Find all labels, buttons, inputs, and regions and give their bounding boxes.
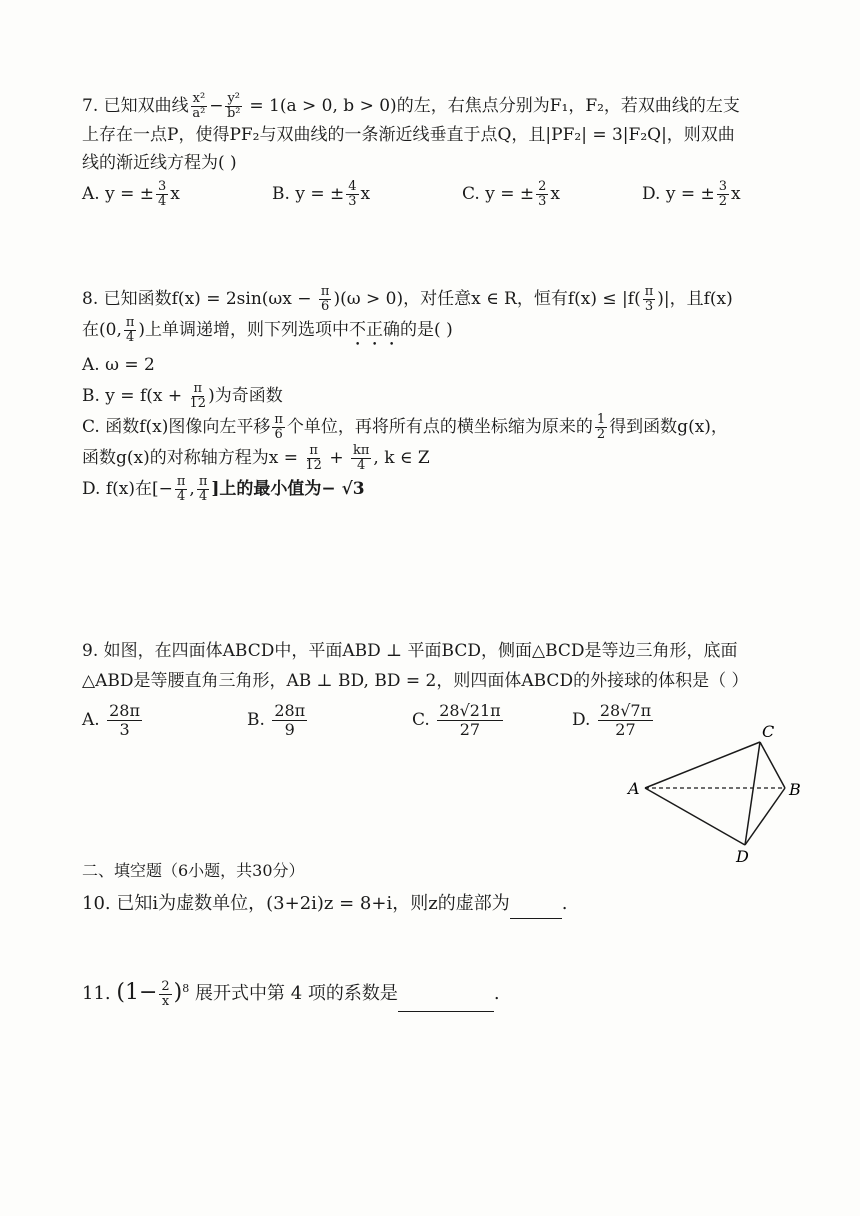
option-b[interactable]: B. y = ± $\frac{4}{3}$ x xyxy=(272,179,371,209)
question-number: 7. xyxy=(82,96,99,116)
vertex-label-c: C xyxy=(762,722,775,741)
vertex-label-d: D xyxy=(736,847,749,866)
question-number: 8. xyxy=(82,289,99,309)
option-b[interactable]: B. y = f(x + $\frac{\pi}{12}$ )为奇函数 xyxy=(82,381,283,411)
option-d[interactable]: D. y = ± $\frac{3}{2}$ x xyxy=(642,179,741,209)
edge-ac xyxy=(645,742,760,788)
option-c[interactable]: C. y = ± $\frac{2}{3}$ x xyxy=(462,179,560,209)
question-11: 11. (1− $\frac{2}{x}$ )$^8$ 展开式中第 4 项的系数是 . xyxy=(82,972,782,1012)
answer-blank[interactable] xyxy=(398,977,494,1012)
option-d[interactable]: D. $\frac{28√7\pi}{27}$ xyxy=(572,701,652,739)
question-number: 11. xyxy=(82,983,111,1004)
question-7: 7. 已知双曲线 $\frac{\text{x²}}{\text{a²}}$ − $\frac{\text{y²}}{\text{b²}}$ = 1(a > 0, b > 0)的左，右焦点分别为F₁，F₂，若双曲线的左支 上存在一点P，使得PF₂与双曲线的一条渐近线垂直于点Q，且|PF₂| = 3|F₂Q|，则双曲 线的渐近线方程为( ) A. y = ± $\frac{3}{4}$ x B. y = ± $\frac{4}{3}$ x C. y = ± $\frac{2}{3}$ x D. y = ± $\frac{3}{2}$ x xyxy=(82,92,782,209)
section-heading: 二、填空题（6小题，共30分） xyxy=(82,861,305,880)
edge-bd xyxy=(745,788,785,845)
option-c[interactable]: C. $\frac{28√21\pi}{27}$ xyxy=(412,701,501,739)
edge-ad xyxy=(645,788,745,845)
option-c[interactable]: C. 函数f(x)图像向左平移 $\frac{\pi}{6}$ 个单位，再将所有点的横坐标缩为原来的 $\frac{1}{2}$ 得到函数g(x)， xyxy=(82,412,728,442)
options-q7 xyxy=(82,179,782,209)
question-number: 9. xyxy=(82,641,99,661)
option-a[interactable]: A. $\frac{28\pi}{3}$ xyxy=(82,701,140,739)
option-b[interactable]: B. $\frac{28\pi}{9}$ xyxy=(247,701,306,739)
option-a[interactable]: A. ω = 2 xyxy=(82,355,155,375)
question-number: 10. xyxy=(82,893,111,914)
edge-cb xyxy=(760,742,785,788)
question-9: 9. 如图，在四面体ABCD中，平面ABD ⊥ 平面BCD，侧面△BCD是等边三角形，底面 △ABD是等腰直角三角形，AB ⊥ BD, BD = 2，则四面体ABCD的外接球的体积是（ ） A. $\frac{28\pi}{3}$ B. $\frac{28\pi}{9}$ C. $\frac{28√21\pi}{27}$ D. $\frac{28√7\pi}{27}$ xyxy=(82,636,782,739)
vertex-label-a: A xyxy=(628,779,640,798)
tetrahedron-figure xyxy=(620,720,820,870)
vertex-label-b: B xyxy=(789,780,801,799)
emphasis-not-correct: 不正确 xyxy=(349,320,401,340)
edge-cd xyxy=(745,742,760,845)
question-10: 10. 已知i为虚数单位，(3+2i)z = 8+i，则z的虚部为 . xyxy=(82,890,782,919)
question-8: 8. 已知函数f(x) = 2sin(ωx − $\frac{\pi}{6}$ )(ω > 0)，对任意x ∈ R，恒有f(x) ≤ |f( $\frac{\pi}{3}$ )|，且f(x) 在(0, $\frac{\pi}{4}$ )上单调递增，则下列选项中不正确的是( ) A. ω = 2 B. y = f(x + $\frac{\pi}{12}$ )为奇函数 C. 函数f(x)图像向左平移 $\frac{\pi}{6}$ 个单位，再将所有点的横坐标缩为原来的 $\frac{1}{2}$ 得到函数g(x)， 函数g(x)的对称轴方程为x = $\frac{\pi}{12}$ + $\frac{k\pi}{4}$ , k ∈ Z D. f(x)在[− $\frac{\pi}{4}$ , $\frac{\pi}{4}$ ]上的最小值为− √3 xyxy=(82,284,782,505)
answer-blank[interactable] xyxy=(510,890,562,919)
option-a[interactable]: A. y = ± $\frac{3}{4}$ x xyxy=(82,179,180,209)
option-d[interactable]: D. f(x)在[− $\frac{\pi}{4}$ , $\frac{\pi}{4}$ ]上的最小值为− √3 xyxy=(82,474,365,504)
